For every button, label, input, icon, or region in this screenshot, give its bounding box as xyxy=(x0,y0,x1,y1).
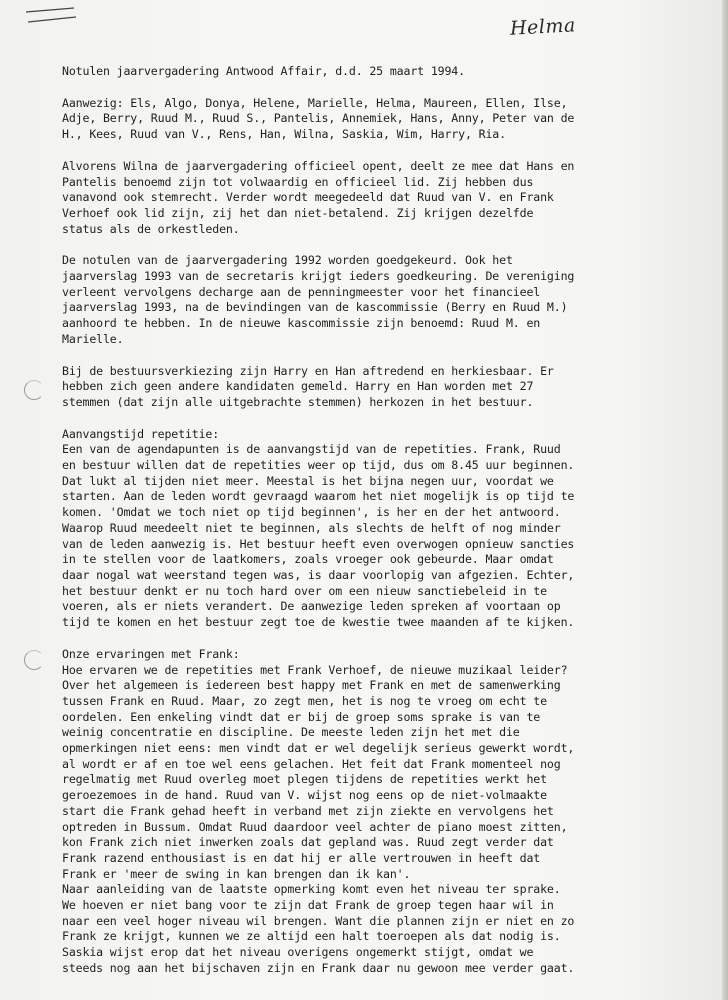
punch-hole-bottom xyxy=(24,650,44,670)
document-title: Notulen jaarvergadering Antwood Affair, d.d. 25 maart 1994. xyxy=(62,64,465,78)
approval-paragraph: De notulen van de jaarvergadering 1992 worden goedgekeurd. Ook het jaarverslag 1993 van de secretaris krijgt ieders goedkeuring. De vereniging verleent vervolgens decharge aan de penningmeester voor het financieel jaarverslag 1993, na de bevindingen van de kascommissie (Berry en Ruud M.) aanhoord te hebben. In de nieuwe kascommissie zijn benoemd: Ruud M. en Marielle. xyxy=(62,253,575,346)
minutes-document xyxy=(62,64,622,977)
section-body-frank: Hoe ervaren we de repetities met Frank Verhoef, de nieuwe muzikaal leider? Over het algemeen is iedereen best happy met Frank en met de samenwerking tussen Frank en Ruud. Maar, zo zegt men, het is nog te vroeg om echt te oordelen. Een enkeling vindt dat er bij de groep soms sprake is van te weinig concentratie en discipline. De meeste leden zijn het met die opmerkingen niet eens: men vindt dat er wel degelijk serieus gewerkt wordt, al wordt er af en toe wel eens gelachen. Het feit dat Frank momenteel nog regelmatig met Ruud overleg moet plegen tijdens de repetities werkt het geroezemoes in de hand. Ruud van V. wijst nog eens op de niet-volmaakte start die Frank gehad heeft in verband met zijn ziekte en vervolgens het optreden in Bussum. Omdat Ruud daardoor veel achter de piano moest zitten, kon Frank zich niet inwerken zoals dat gepland was. Ruud zegt verder dat Frank razend enthousiast is en dat hij er alle vertrouwen in heeft dat Frank er 'meer de swing in kan brengen dan ik kan'. Naar aanleiding van de laatste opmerking komt even het niveau ter sprake. We hoeven er niet bang voor te zijn dat Frank de groep tegen haar wil in naar een veel hoger niveau wil brengen. Want die plannen zijn er niet en zo Frank ze krijgt, kunnen we ze altijd een halt toeroepen als dat nodig is. Saskia wijst erop dat het niveau overigens ongemerkt stijgt, omdat we steeds nog aan het bijschaven zijn en Frank daar nu gewoon mee verder gaat. xyxy=(62,662,575,975)
election-paragraph: Bij de bestuursverkiezing zijn Harry en Han aftredend en herkiesbaar. Er hebben zich geen andere kandidaten gemeld. Harry en Han worden met 27 stemmen (dat zijn alle uitgebrachte stemmen) herkozen in het bestuur. xyxy=(62,363,554,409)
section-body-start-time: Een van de agendapunten is de aanvangstijd van de repetities. Frank, Ruud en bestuur willen dat de repetities weer op tijd, dus om 8.45 uur beginnen. Dat lukt al tijden niet meer. Meestal is het bijna negen uur, voordat we starten. Aan de leden wordt gevraagd waarom het niet mogelijk is op tijd te komen. 'Omdat we toch niet op tijd beginnen', is her en der het antwoord. Waarop Ruud meedeelt niet te beginnen, als slechts de helft of nog minder van de leden aanwezig is. Het bestuur heeft even overwogen opnieuw sancties in te stellen voor de laatkomers, zoals vroeger ook gebeurde. Maar omdat daar nogal wat weerstand tegen was, is daar voorlopig van afgezien. Echter, het bestuur denkt er nu toch hard over om een nieuw sanctiebeleid in te voeren, als er niets verandert. De aanwezige leden spreken af voortaan op tijd te komen en het bestuur zegt toe de kwestie twee maanden af te kijken. xyxy=(62,442,575,630)
section-heading-start-time: Aanvangstijd repetitie: xyxy=(62,426,220,441)
attendance-paragraph: Aanwezig: Els, Algo, Donya, Helene, Marielle, Helma, Maureen, Ellen, Ilse, Adje, Berry, Ruud M., Ruud S., Pantelis, Annemiek, Hans, Anny, Peter van de H., Kees, Ruud van V., Rens, Han, Wilna, Saskia, Wim, Harry, Ria. xyxy=(62,95,575,142)
opening-paragraph: Alvorens Wilna de jaarvergadering officieel opent, deelt ze mee dat Hans en Pantelis benoemd zijn tot volwaardig en officieel lid. Zij hebben dus vanavond ook stemrecht. Verder wordt meegedeeld dat Ruud van V. en Frank Verhoef ook lid zijn, zij het dan niet-betalend. Zij krijgen dezelfde status als de orkestleden. xyxy=(62,158,575,236)
section-heading-frank: Onze ervaringen met Frank: xyxy=(62,646,240,661)
handwritten-name: Helma xyxy=(509,14,577,40)
pen-scribble-mark xyxy=(22,2,82,32)
punch-hole-top xyxy=(24,380,44,400)
